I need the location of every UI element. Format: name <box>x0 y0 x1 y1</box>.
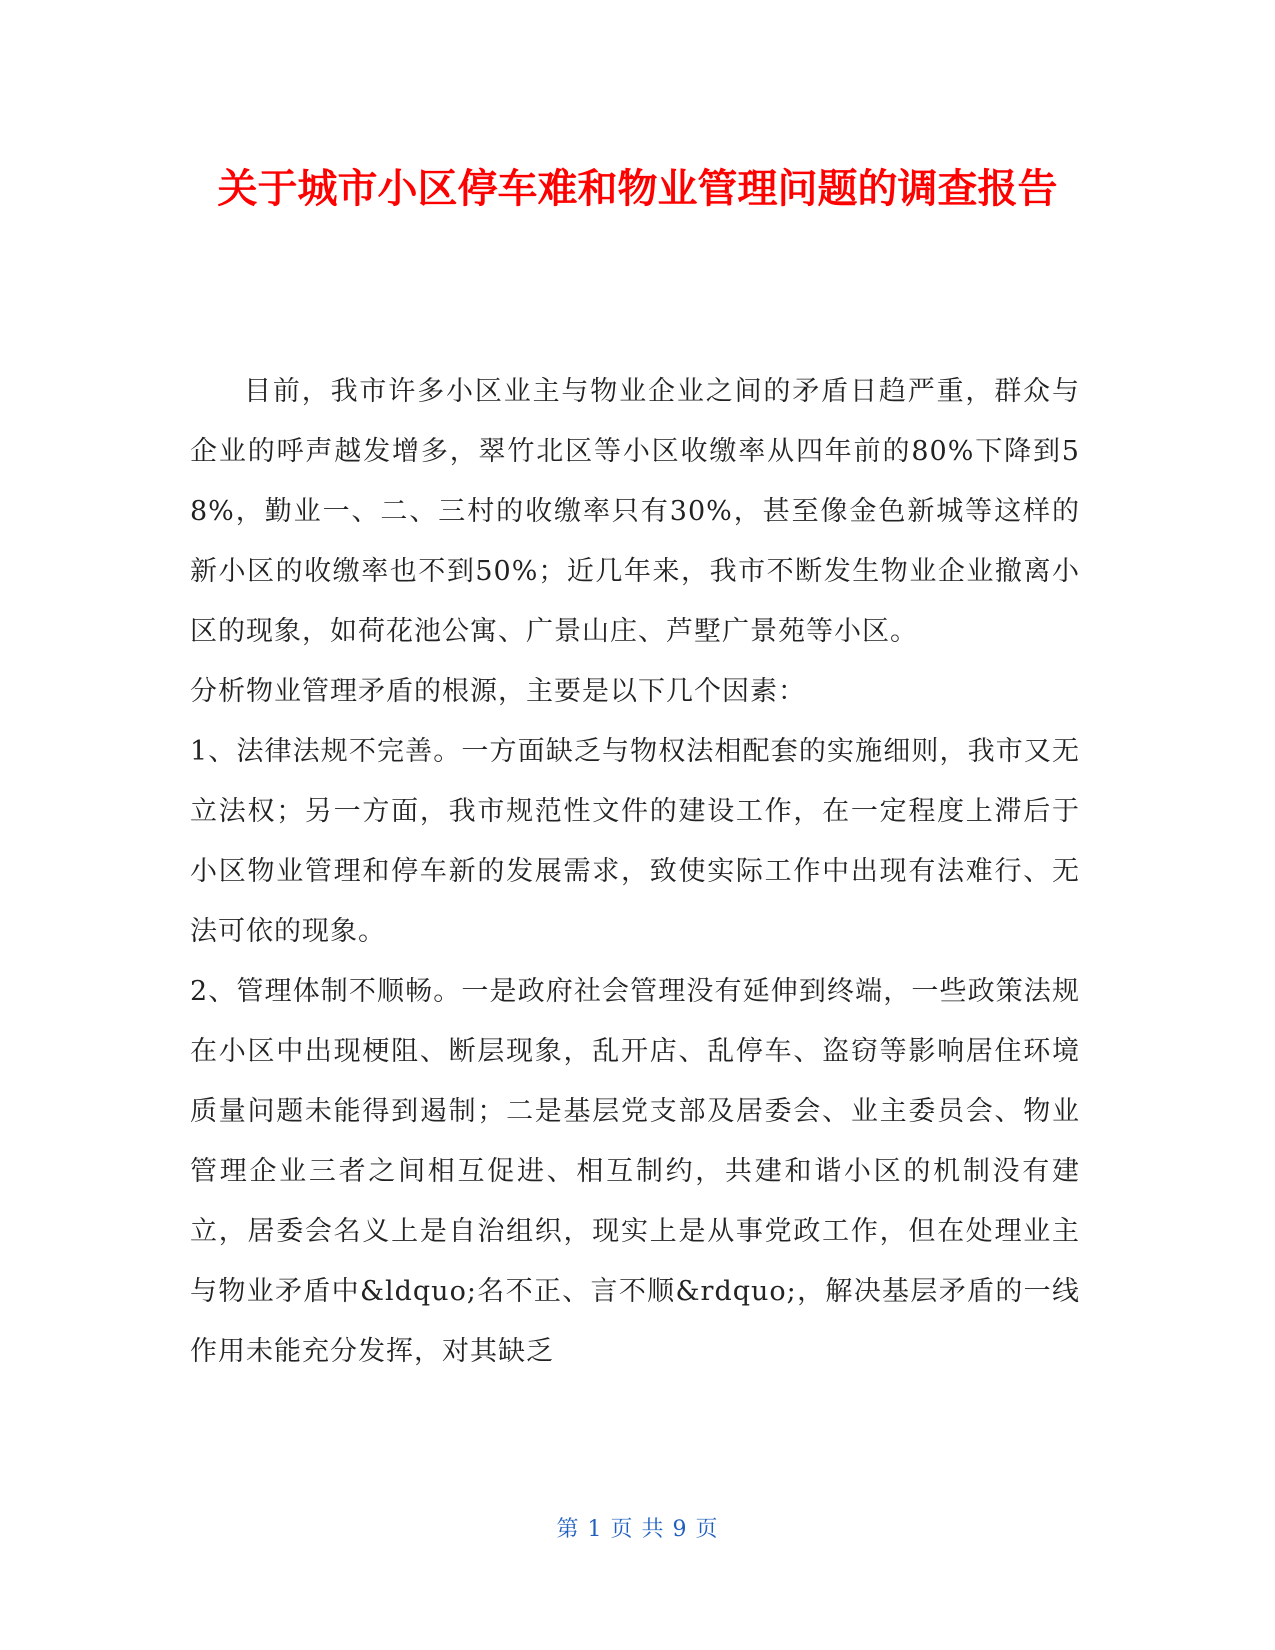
paragraph-point-1: 1、法律法规不完善。一方面缺乏与物权法相配套的实施细则，我市又无立法权；另一方面，我市规范性文件的建设工作，在一定程度上滞后于小区物业管理和停车新的发展需求，致使实际工作中出现有法难行、无法可依的现象。 <box>190 736 1080 947</box>
paragraph-analysis: 分析物业管理矛盾的根源，主要是以下几个因素： <box>190 676 806 707</box>
document-title: 关于城市小区停车难和物业管理问题的调查报告 <box>217 166 1058 212</box>
paragraph-intro: 目前，我市许多小区业主与物业企业之间的矛盾日趋严重，群众与企业的呼声越发增多，翠竹北区等小区收缴率从四年前的80%下降到58%，勤业一、二、三村的收缴率只有30%，甚至像金色新城等这样的新小区的收缴率也不到50%；近几年来，我市不断发生物业企业撤离小区的现象，如荷花池公寓、广景山庄、芦墅广景苑等小区。 <box>190 376 1080 647</box>
document-body <box>190 362 1080 1382</box>
page-footer: 第 1 页 共 9 页 <box>556 1517 719 1542</box>
paragraph-point-2: 2、管理体制不顺畅。一是政府社会管理没有延伸到终端，一些政策法规在小区中出现梗阻、断层现象，乱开店、乱停车、盗窃等影响居住环境质量问题未能得到遏制；二是基层党支部及居委会、业主委员会、物业管理企业三者之间相互促进、相互制约，共建和谐小区的机制没有建立，居委会名义上是自治组织，现实上是从事党政工作，但在处理业主与物业矛盾中&ldquo;名不正、言不顺&rdquo;，解决基层矛盾的一线作用未能充分发挥，对其缺乏 <box>190 976 1080 1367</box>
